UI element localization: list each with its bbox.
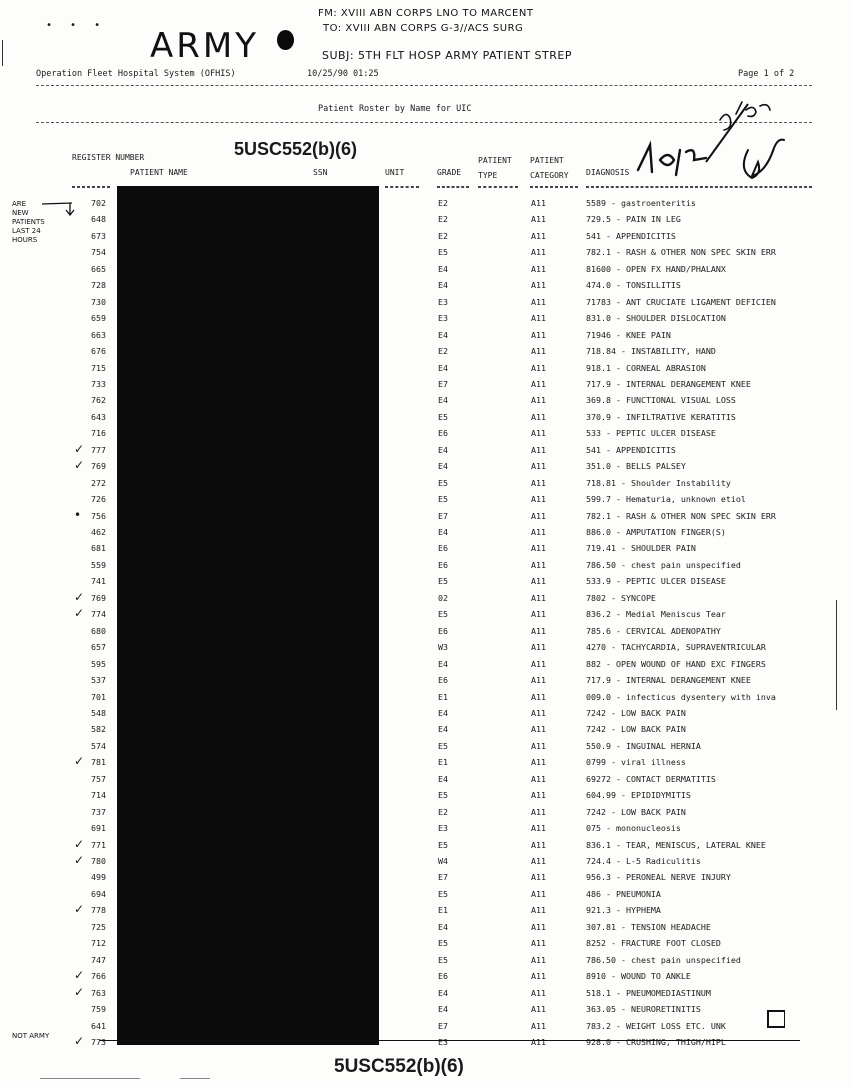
patient-category: A11	[531, 313, 546, 324]
grade: E3	[438, 823, 448, 834]
check-mark-icon: ✓	[74, 1033, 85, 1048]
diagnosis: 786.50 - chest pain unspecified	[586, 559, 741, 570]
report-datetime: 10/25/90 01:25	[307, 69, 379, 79]
register-number: 643	[91, 411, 106, 422]
register-number: 680	[91, 625, 106, 636]
diagnosis: 599.7 - Hematuria, unknown etiol	[586, 494, 746, 505]
check-mark-icon: ✓	[74, 606, 85, 621]
register-number: 756	[91, 510, 106, 521]
register-number: 665	[91, 263, 106, 274]
scan-edge-mark	[180, 1078, 210, 1079]
register-number: 754	[91, 247, 106, 258]
diagnosis: 7242 - LOW BACK PAIN	[586, 724, 686, 735]
register-number: 766	[91, 971, 106, 982]
redaction-label-top: 5USC552(b)(6)	[234, 139, 358, 159]
handwritten-subject-line: SUBJ: 5TH FLT HOSP ARMY PATIENT STREP	[322, 49, 572, 62]
grade: E5	[438, 888, 448, 899]
register-number: 712	[91, 938, 106, 949]
diagnosis: 307.81 - TENSION HEADACHE	[586, 921, 711, 932]
grade: E7	[438, 1020, 448, 1031]
patient-category: A11	[531, 790, 546, 801]
register-number: 659	[91, 313, 106, 324]
diagnosis: 518.1 - PNEUMOMEDIASTINUM	[586, 987, 711, 998]
register-number: 691	[91, 823, 106, 834]
register-number: 774	[91, 609, 106, 620]
grade: E4	[438, 280, 448, 291]
handwritten-signature-icon	[608, 90, 798, 190]
register-number: 681	[91, 543, 106, 554]
diagnosis: 541 - APPENDICITIS	[586, 444, 676, 455]
patient-category: A11	[531, 921, 546, 932]
grade: E4	[438, 987, 448, 998]
register-number: 762	[91, 395, 106, 406]
diagnosis: 81600 - OPEN FX HAND/PHALANX	[586, 263, 726, 274]
patient-category: A11	[531, 888, 546, 899]
grade: E7	[438, 872, 448, 883]
grade: E4	[438, 395, 448, 406]
grade: E5	[438, 494, 448, 505]
column-header-grade: GRADE	[437, 168, 462, 177]
patient-category: A11	[531, 856, 546, 866]
grade: E4	[438, 263, 448, 274]
grade: E4	[438, 921, 448, 932]
register-number: 537	[91, 675, 106, 686]
column-header-patient-category: PATIENT CATEGORY	[530, 156, 569, 180]
register-number: 769	[91, 592, 106, 603]
diagnosis: 69272 - CONTACT DERMATITIS	[586, 773, 716, 784]
grade: E5	[438, 477, 448, 488]
register-number: 771	[91, 839, 106, 850]
register-number: 559	[91, 559, 106, 570]
check-mark-icon: ✓	[74, 589, 85, 604]
grade: E1	[438, 691, 448, 702]
patient-category: A11	[531, 362, 546, 373]
patient-category: A11	[531, 510, 546, 521]
patient-category: A11	[531, 658, 546, 669]
patient-category: A11	[531, 346, 546, 357]
column-header-patient-name: PATIENT NAME	[130, 168, 188, 177]
grade: E3	[438, 296, 448, 307]
grade: E4	[438, 773, 448, 784]
grade: E7	[438, 378, 448, 389]
diagnosis: 009.0 - infecticus dysentery with inva	[586, 691, 776, 702]
register-number: 702	[91, 198, 106, 208]
margin-note-line: NEW	[12, 209, 29, 217]
diagnosis: 918.1 - CORNEAL ABRASION	[586, 362, 706, 373]
diagnosis: 718.81 - Shoulder Instability	[586, 477, 731, 488]
patient-category: A11	[531, 707, 546, 718]
diagnosis: 7802 - SYNCOPE	[586, 592, 656, 603]
patient-category: A11	[531, 675, 546, 686]
grade: E5	[438, 576, 448, 587]
column-header-register: REGISTER NUMBER	[72, 153, 145, 162]
patient-category: A11	[531, 757, 546, 768]
grade: E6	[438, 559, 448, 570]
grade: 02	[438, 592, 448, 603]
grade: E2	[438, 230, 448, 241]
diagnosis: 533 - PEPTIC ULCER DISEASE	[586, 428, 716, 439]
check-mark-icon: •	[74, 507, 82, 522]
system-title: Operation Fleet Hospital System (OFHIS)	[36, 69, 236, 79]
grade: E4	[438, 527, 448, 537]
page-label: Page 1 of 2	[738, 69, 795, 79]
grade: E2	[438, 198, 448, 208]
patient-category: A11	[531, 395, 546, 406]
header-rule	[437, 186, 469, 188]
diagnosis: 8910 - WOUND TO ANKLE	[586, 971, 691, 982]
handwritten-to-line: TO: XVIII ABN CORPS G-3//ACS SURG	[323, 23, 524, 34]
diagnosis: 550.9 - INGUINAL HERNIA	[586, 740, 701, 751]
register-number: 728	[91, 280, 106, 291]
register-number: 715	[91, 362, 106, 373]
grade: E4	[438, 658, 448, 669]
report-title: Patient Roster by Name for UIC	[318, 104, 472, 114]
diagnosis: 0799 - viral illness	[586, 757, 686, 768]
register-number: 657	[91, 642, 106, 653]
grade: E4	[438, 724, 448, 735]
diagnosis: 928.0 - CRUSHING, THIGH/HIPL	[586, 1036, 726, 1047]
patient-category: A11	[531, 938, 546, 949]
register-number: 714	[91, 790, 106, 801]
grade: E3	[438, 1036, 448, 1047]
diagnosis: 717.9 - INTERNAL DERANGEMENT KNEE	[586, 378, 751, 389]
diagnosis: 783.2 - WEIGHT LOSS ETC. UNK	[586, 1020, 726, 1031]
diagnosis: 785.6 - CERVICAL ADENOPATHY	[586, 625, 721, 636]
grade: E5	[438, 954, 448, 965]
patient-category: A11	[531, 609, 546, 620]
diagnosis: 486 - PNEUMONIA	[586, 888, 661, 899]
register-number: 726	[91, 494, 106, 505]
grade: E6	[438, 428, 448, 439]
margin-note-line: PATIENTS	[12, 218, 45, 226]
diagnosis: 541 - APPENDICITIS	[586, 230, 676, 241]
register-number: 574	[91, 740, 106, 751]
patient-category: A11	[531, 823, 546, 834]
grade: E5	[438, 247, 448, 258]
diagnosis: 71783 - ANT CRUCIATE LIGAMENT DEFICIEN	[586, 296, 776, 307]
header-rule	[530, 186, 578, 188]
diagnosis: 717.9 - INTERNAL DERANGEMENT KNEE	[586, 675, 751, 686]
header-rule	[72, 186, 110, 188]
diagnosis: 718.84 - INSTABILITY, HAND	[586, 346, 716, 357]
diagnosis: 724.4 - L-5 Radiculitis	[586, 856, 701, 866]
diagnosis: 831.0 - SHOULDER DISLOCATION	[586, 313, 726, 324]
diagnosis: 956.3 - PERONEAL NERVE INJURY	[586, 872, 731, 883]
register-number: 725	[91, 921, 106, 932]
register-number: 648	[91, 214, 106, 225]
patient-category: A11	[531, 461, 546, 472]
patient-category: A11	[531, 296, 546, 307]
divider	[36, 85, 812, 86]
handwritten-from-line: FM: XVIII ABN CORPS LNO TO MARCENT	[318, 8, 534, 19]
patient-category: A11	[531, 905, 546, 916]
patient-category: A11	[531, 444, 546, 455]
diagnosis: 4270 - TACHYCARDIA, SUPRAVENTRICULAR	[586, 642, 766, 653]
grade: E5	[438, 411, 448, 422]
diagnosis: 7242 - LOW BACK PAIN	[586, 806, 686, 817]
register-number: 673	[91, 230, 106, 241]
header-rule	[586, 186, 812, 188]
grade: E5	[438, 839, 448, 850]
register-number: 548	[91, 707, 106, 718]
grade: E5	[438, 740, 448, 751]
check-mark-icon: ✓	[74, 853, 85, 867]
diagnosis: 786.50 - chest pain unspecified	[586, 954, 741, 965]
register-number: 701	[91, 691, 106, 702]
grade: E2	[438, 806, 448, 817]
register-number: 582	[91, 724, 106, 735]
diagnosis: 474.0 - TONSILLITIS	[586, 280, 681, 291]
column-header-patient-type: PATIENT TYPE	[478, 156, 512, 180]
margin-note-not-army: NOT ARMY	[12, 1032, 50, 1040]
patient-category: A11	[531, 263, 546, 274]
grade: E2	[438, 346, 448, 357]
diagnosis: 782.1 - RASH & OTHER NON SPEC SKIN ERR	[586, 247, 776, 258]
patient-category: A11	[531, 378, 546, 389]
patient-category: A11	[531, 527, 546, 537]
diagnosis: 533.9 - PEPTIC ULCER DISEASE	[586, 576, 726, 587]
register-number: 595	[91, 658, 106, 669]
register-number: 733	[91, 378, 106, 389]
patient-category: A11	[531, 971, 546, 982]
register-number: 694	[91, 888, 106, 899]
register-number: 781	[91, 757, 106, 768]
diagnosis: 719.41 - SHOULDER PAIN	[586, 543, 696, 554]
patient-category: A11	[531, 724, 546, 735]
grade: E4	[438, 461, 448, 472]
grade: E5	[438, 609, 448, 620]
patient-category: A11	[531, 1004, 546, 1015]
patient-category: A11	[531, 411, 546, 422]
patient-category: A11	[531, 494, 546, 505]
patient-category: A11	[531, 477, 546, 488]
register-number: 759	[91, 1004, 106, 1015]
square-mark-icon	[767, 1010, 785, 1028]
patient-category: A11	[531, 987, 546, 998]
patient-category: A11	[531, 280, 546, 291]
grade: E4	[438, 329, 448, 340]
redaction-label-bottom: 5USC552(b)(6)	[334, 1056, 464, 1077]
diagnosis: 7242 - LOW BACK PAIN	[586, 707, 686, 718]
header-rule	[478, 186, 518, 188]
patient-category: A11	[531, 230, 546, 241]
patient-category: A11	[531, 642, 546, 653]
ink-blot	[277, 30, 294, 50]
grade: W4	[438, 856, 448, 866]
patient-category: A11	[531, 740, 546, 751]
diagnosis: 370.9 - INFILTRATIVE KERATITIS	[586, 411, 736, 422]
grade: E6	[438, 625, 448, 636]
check-mark-icon: ✓	[74, 984, 85, 999]
patient-category: A11	[531, 625, 546, 636]
patient-category: A11	[531, 592, 546, 603]
diagnosis: 5589 - gastroenteritis	[586, 198, 696, 208]
register-number: 763	[91, 987, 106, 998]
check-mark-icon: ✓	[74, 458, 85, 473]
patient-category: A11	[531, 247, 546, 258]
diagnosis: 604.99 - EPIDIDYMITIS	[586, 790, 691, 801]
patient-category: A11	[531, 198, 546, 208]
register-number: 777	[91, 444, 106, 455]
grade: E4	[438, 444, 448, 455]
register-number: 730	[91, 296, 106, 307]
diagnosis: 351.0 - BELLS PALSEY	[586, 461, 686, 472]
patient-category: A11	[531, 543, 546, 554]
scan-edge-mark	[40, 1078, 140, 1079]
diagnosis: 363.05 - NEURORETINITIS	[586, 1004, 701, 1015]
register-number: 462	[91, 527, 106, 537]
register-number: 747	[91, 954, 106, 965]
check-mark-icon: ✓	[74, 836, 85, 851]
register-number: 757	[91, 773, 106, 784]
diagnosis: 836.1 - TEAR, MENISCUS, LATERAL KNEE	[586, 839, 766, 850]
grade: E6	[438, 675, 448, 686]
redaction-block	[117, 186, 379, 1045]
patient-category: A11	[531, 214, 546, 225]
register-number: 741	[91, 576, 106, 587]
register-number: 272	[91, 477, 106, 488]
grade: W3	[438, 642, 448, 653]
grade: E6	[438, 543, 448, 554]
grade: E7	[438, 510, 448, 521]
diagnosis: 729.5 - PAIN IN LEG	[586, 214, 681, 225]
patient-category: A11	[531, 329, 546, 340]
register-number: 641	[91, 1020, 106, 1031]
register-number: 676	[91, 346, 106, 357]
diagnosis: 8252 - FRACTURE FOOT CLOSED	[586, 938, 721, 949]
grade: E2	[438, 214, 448, 225]
patient-category: A11	[531, 691, 546, 702]
diagnosis: 369.8 - FUNCTIONAL VISUAL LOSS	[586, 395, 736, 406]
diagnosis: 71946 - KNEE PAIN	[586, 329, 671, 340]
patient-category: A11	[531, 428, 546, 439]
patient-category: A11	[531, 806, 546, 817]
diagnosis: 075 - mononucleosis	[586, 823, 681, 834]
grade: E4	[438, 362, 448, 373]
diagnosis: 782.1 - RASH & OTHER NON SPEC SKIN ERR	[586, 510, 776, 521]
register-number: 716	[91, 428, 106, 439]
register-number: 769	[91, 461, 106, 472]
handwritten-army-label: ARMY	[150, 26, 259, 66]
patient-category: A11	[531, 954, 546, 965]
register-number: 780	[91, 856, 106, 866]
register-number: 737	[91, 806, 106, 817]
header-rule	[385, 186, 419, 188]
grade: E5	[438, 790, 448, 801]
patient-category: A11	[531, 872, 546, 883]
grade: E1	[438, 905, 448, 916]
diagnosis: 886.0 - AMPUTATION FINGER(S)	[586, 527, 726, 537]
strikethrough-line	[100, 1040, 800, 1041]
diagnosis: 882 - OPEN WOUND OF HAND EXC FINGERS	[586, 658, 766, 669]
patient-category: A11	[531, 773, 546, 784]
grade: E4	[438, 707, 448, 718]
diagnosis: 836.2 - Medial Meniscus Tear	[586, 609, 726, 620]
register-number: 778	[91, 905, 106, 916]
grade: E4	[438, 1004, 448, 1015]
check-mark-icon: ✓	[74, 902, 85, 917]
patient-category: A11	[531, 559, 546, 570]
check-mark-icon: ✓	[74, 968, 85, 983]
scan-edge-mark	[2, 40, 3, 66]
register-number: 663	[91, 329, 106, 340]
grade: E6	[438, 971, 448, 982]
scan-edge-mark	[836, 600, 837, 710]
check-mark-icon: ✓	[74, 754, 85, 769]
patient-category: A11	[531, 1036, 546, 1047]
grade: E1	[438, 757, 448, 768]
diagnosis: 921.3 - HYPHEMA	[586, 905, 661, 916]
grade: E5	[438, 938, 448, 949]
patient-category: A11	[531, 576, 546, 587]
patient-category: A11	[531, 839, 546, 850]
column-header-diagnosis: DIAGNOSIS	[586, 168, 630, 177]
margin-note-line: HOURS	[12, 236, 38, 244]
handwritten-dots: • • •	[46, 20, 107, 31]
grade: E3	[438, 313, 448, 324]
patient-category: A11	[531, 1020, 546, 1031]
margin-note-line: ARE	[12, 200, 27, 208]
column-header-unit: UNIT	[385, 168, 405, 177]
column-header-ssn: SSN	[313, 168, 328, 177]
check-mark-icon: ✓	[74, 441, 85, 456]
margin-note-line: LAST 24	[12, 227, 41, 235]
register-number: 499	[91, 872, 106, 883]
register-number: 773	[91, 1036, 106, 1047]
